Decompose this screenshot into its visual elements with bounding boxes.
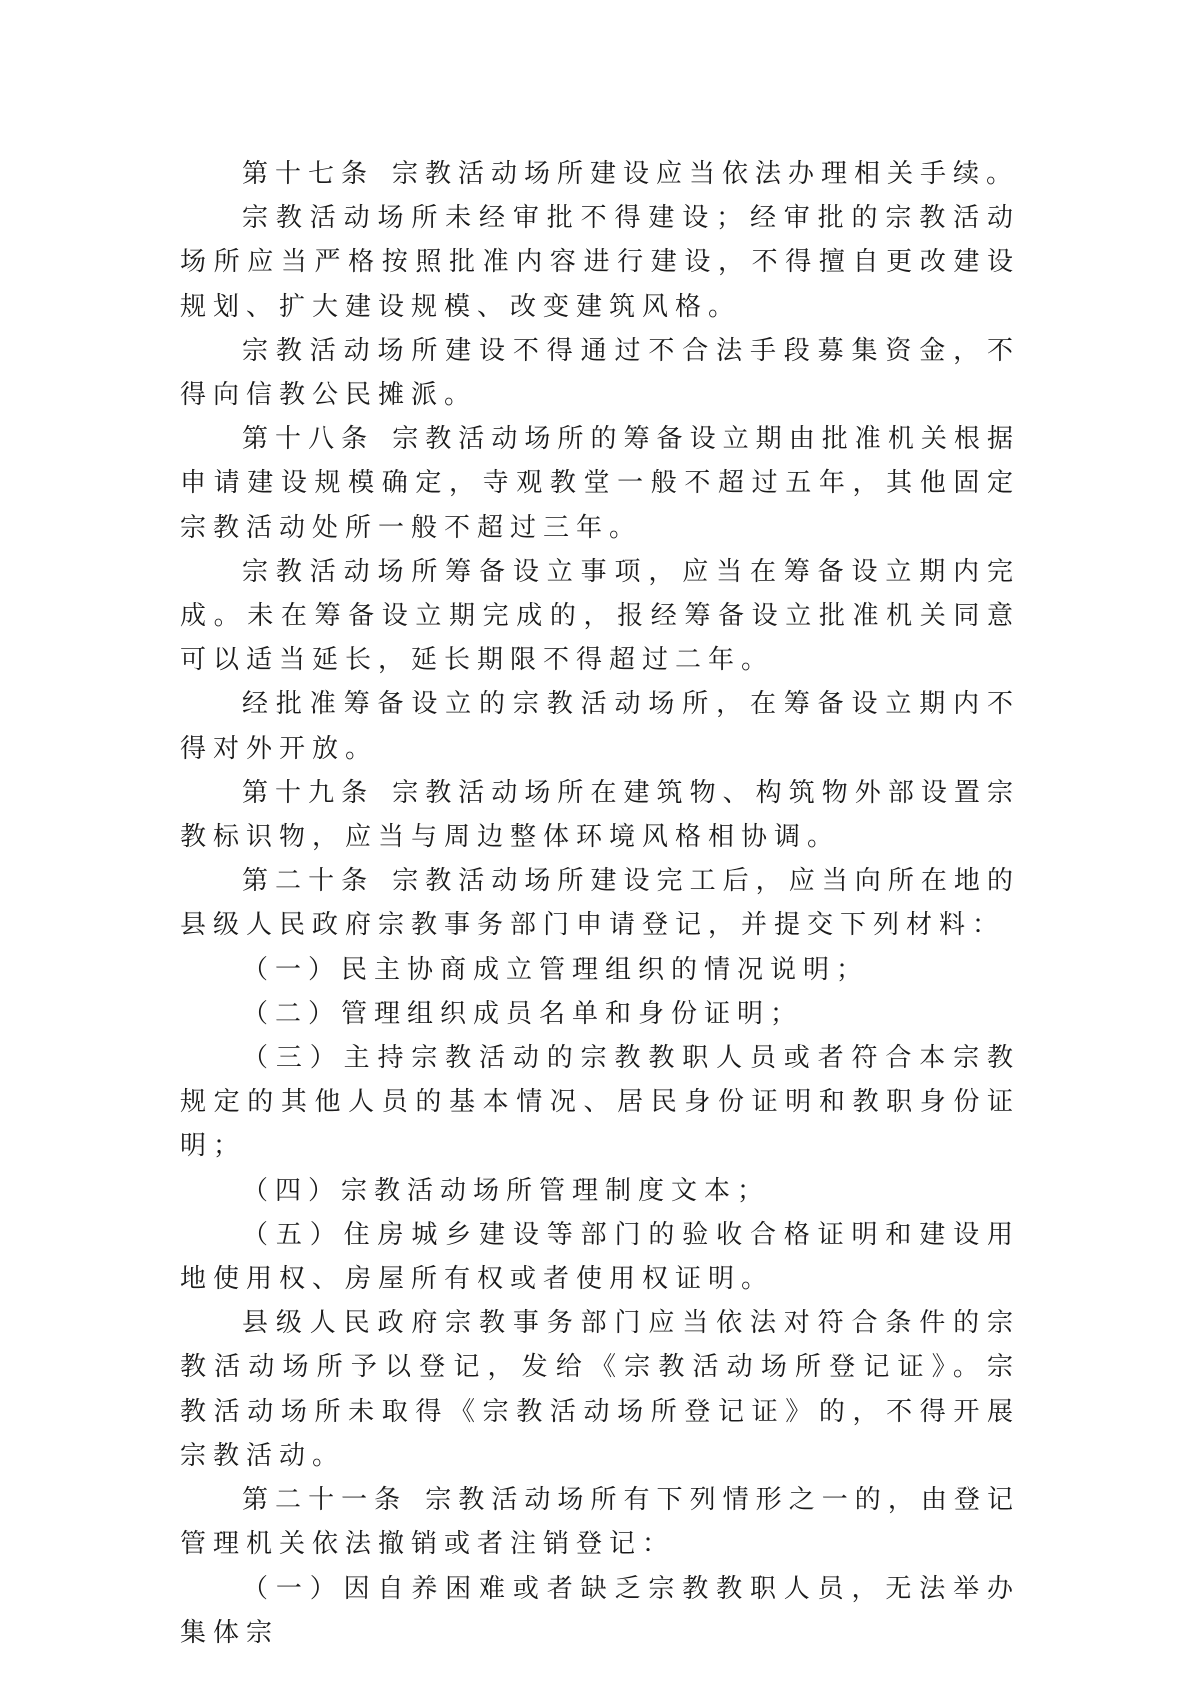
- paragraph-text: 经批准筹备设立的宗教活动场所，在筹备设立期内不得对外开放。: [180, 689, 1020, 764]
- article-number: 第十七条: [242, 159, 375, 189]
- paragraph-text: （一）因自养困难或者缺乏宗教教职人员，无法举办集体宗: [180, 1573, 1020, 1648]
- paragraph-text: 宗教活动场所建设完工后，应当向所在地的县级人民政府宗教事务部门申请登记，并提交下列材料：: [180, 866, 1020, 941]
- article-number: 第二十条: [242, 866, 375, 897]
- paragraph-text: 宗教活动场所筹备设立事项，应当在筹备设立期内完成。未在筹备设立期完成的，报经筹备设立批准机关同意可以适当延长，延长期限不得超过二年。: [180, 556, 1020, 676]
- paragraph-text: （二）管理组织成员名单和身份证明；: [242, 998, 804, 1029]
- body-paragraph: [180, 550, 1020, 683]
- body-paragraph: [180, 196, 1020, 329]
- list-item: [180, 1169, 1020, 1213]
- body-paragraph: [180, 682, 1020, 770]
- article-18-paragraph: [180, 417, 1020, 550]
- list-item: [180, 1213, 1020, 1301]
- list-item: [180, 948, 1020, 992]
- list-item: [180, 1036, 1020, 1169]
- article-17-paragraph: [180, 152, 1020, 196]
- article-number: 第十九条: [242, 777, 375, 808]
- list-item: [180, 1567, 1020, 1655]
- article-number: 第二十一条: [242, 1485, 408, 1516]
- paragraph-text: （四）宗教活动场所管理制度文本；: [242, 1175, 771, 1206]
- paragraph-text: 宗教活动场所建设不得通过不合法手段募集资金，不得向信教公民摊派。: [180, 335, 1020, 411]
- paragraph-text: 宗教活动场所有下列情形之一的，由登记管理机关依法撤销或者注销登记：: [180, 1485, 1020, 1560]
- list-item: [180, 992, 1020, 1036]
- paragraph-text: 县级人民政府宗教事务部门应当依法对符合条件的宗教活动场所予以登记，发给《宗教活动场所登记证》。宗教活动场所未取得《宗教活动场所登记证》的，不得开展宗教活动。: [180, 1308, 1020, 1471]
- paragraph-text: 宗教活动场所在建筑物、构筑物外部设置宗教标识物，应当与周边整体环境风格相协调。: [180, 777, 1020, 853]
- body-paragraph: [180, 1301, 1020, 1478]
- body-paragraph: [180, 329, 1020, 417]
- paragraph-text: 宗教活动场所未经审批不得建设；经审批的宗教活动场所应当严格按照批准内容进行建设，不得擅自更改建设规划、扩大建设规模、改变建筑风格。: [180, 203, 1020, 322]
- article-20-paragraph: [180, 859, 1020, 947]
- paragraph-text: 宗教活动场所的筹备设立期由批准机关根据申请建设规模确定，寺观教堂一般不超过五年，其他固定宗教活动处所一般不超过三年。: [180, 424, 1020, 543]
- paragraph-text: （一）民主协商成立管理组织的情况说明；: [242, 954, 870, 985]
- article-21-paragraph: [180, 1478, 1020, 1566]
- article-19-paragraph: [180, 771, 1020, 859]
- article-number: 第十八条: [242, 424, 375, 455]
- document-page: [180, 152, 1020, 1655]
- paragraph-text: （五）住房城乡建设等部门的验收合格证明和建设用地使用权、房屋所有权或者使用权证明。: [180, 1219, 1020, 1295]
- paragraph-text: 宗教活动场所建设应当依法办理相关手续。: [392, 159, 1020, 189]
- paragraph-text: （三）主持宗教活动的宗教教职人员或者符合本宗教规定的其他人员的基本情况、居民身份证明和教职身份证明；: [180, 1043, 1020, 1162]
